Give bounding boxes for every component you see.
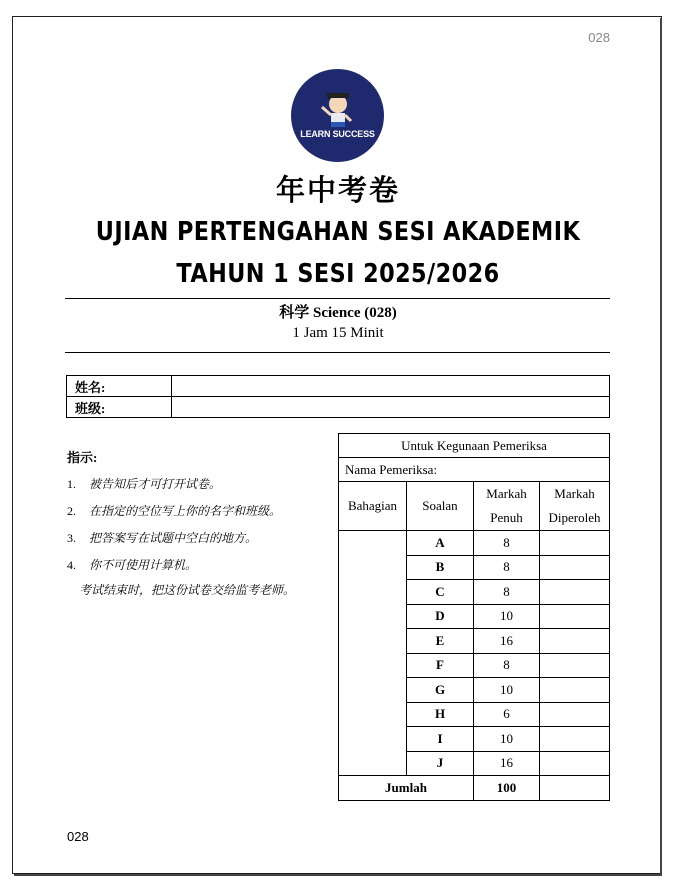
class-row: [67, 397, 610, 418]
soalan-cell: F: [407, 653, 474, 678]
paper-code-top: 028: [588, 30, 610, 45]
soalan-cell: A: [407, 531, 474, 556]
soalan-cell: J: [407, 751, 474, 776]
examiner-table-title: Untuk Kegunaan Pemeriksa: [339, 434, 610, 458]
soalan-cell: G: [407, 678, 474, 703]
header-bahagian: Bahagian: [339, 482, 407, 531]
exam-title-chinese: 年中考卷: [275, 173, 400, 207]
markah-penuh-cell: 16: [474, 751, 540, 776]
soalan-cell: B: [407, 555, 474, 580]
exam-duration: 1 Jam 15 Minit: [292, 325, 384, 341]
total-obtained-cell[interactable]: [540, 776, 610, 801]
divider-top: [65, 298, 610, 299]
instruction-text: 在指定的空位写上你的名字和班级。: [89, 504, 282, 518]
instruction-text: 被告知后才可打开试卷。: [89, 477, 222, 491]
instruction-item: [67, 475, 221, 492]
divider-bottom: [65, 352, 610, 353]
header-markah-penuh: [474, 482, 540, 531]
markah-diperoleh-cell[interactable]: [540, 751, 610, 776]
soalan-cell: H: [407, 702, 474, 727]
instruction-item: [67, 502, 281, 519]
examiner-name-cell[interactable]: Nama Pemeriksa:: [339, 458, 610, 482]
markah-penuh-cell: 10: [474, 604, 540, 629]
markah-penuh-cell: 6: [474, 702, 540, 727]
markah-diperoleh-cell[interactable]: [540, 702, 610, 727]
markah-penuh-cell: 10: [474, 678, 540, 703]
soalan-cell: D: [407, 604, 474, 629]
instruction-number: 1.: [67, 477, 76, 491]
markah-diperoleh-cell[interactable]: [540, 604, 610, 629]
header-markah-diperoleh: [540, 482, 610, 531]
header-markah-diperoleh-line2: Diperoleh: [548, 510, 601, 525]
markah-diperoleh-cell[interactable]: [540, 678, 610, 703]
total-full-marks: 100: [474, 776, 540, 801]
soalan-cell: E: [407, 629, 474, 654]
markah-diperoleh-cell[interactable]: [540, 555, 610, 580]
instruction-number: 3.: [67, 531, 76, 545]
exam-title: UJIAN PERTENGAHAN SESI AKADEMIK: [95, 217, 581, 247]
instructions-title: 指示:: [67, 450, 98, 465]
class-label: 班级:: [67, 397, 172, 418]
markah-penuh-cell: 8: [474, 653, 540, 678]
instruction-text: 把答案写在试题中空白的地方。: [89, 531, 258, 545]
class-field[interactable]: [172, 397, 610, 418]
instruction-item: [67, 529, 257, 546]
markah-penuh-cell: 10: [474, 727, 540, 752]
subject-title: 科学 Science (028): [279, 305, 397, 321]
name-field[interactable]: [172, 376, 610, 397]
markah-diperoleh-cell[interactable]: [540, 531, 610, 556]
markah-diperoleh-cell[interactable]: [540, 629, 610, 654]
markah-penuh-cell: 8: [474, 580, 540, 605]
header-markah-penuh-line2: Penuh: [490, 510, 523, 525]
paper-code-bottom: 028: [67, 829, 89, 844]
school-logo: [291, 69, 384, 162]
student-info-table: [66, 375, 610, 418]
instruction-text: 你不可使用计算机。: [89, 558, 198, 572]
markah-diperoleh-cell[interactable]: [540, 580, 610, 605]
header-markah-penuh-line1: Markah: [486, 486, 527, 501]
header-soalan: Soalan: [407, 482, 474, 531]
exam-year-session: TAHUN 1 SESI 2025/2026: [176, 259, 500, 289]
markah-diperoleh-cell[interactable]: [540, 727, 610, 752]
bahagian-cell: [339, 531, 407, 776]
examiner-table: [338, 433, 610, 801]
soalan-cell: I: [407, 727, 474, 752]
markah-diperoleh-cell[interactable]: [540, 653, 610, 678]
markah-penuh-cell: 8: [474, 531, 540, 556]
soalan-cell: C: [407, 580, 474, 605]
instruction-note: 考试结束时，把这份试卷交给监考老师。: [79, 583, 296, 597]
logo-text: LEARN SUCCESS: [300, 129, 375, 139]
name-label: 姓名:: [67, 376, 172, 397]
instruction-number: 4.: [67, 558, 76, 572]
name-row: [67, 376, 610, 397]
student-figure-icon: [291, 69, 384, 162]
header-markah-diperoleh-line1: Markah: [554, 486, 595, 501]
instruction-number: 2.: [67, 504, 76, 518]
markah-penuh-cell: 8: [474, 555, 540, 580]
instruction-item: [67, 556, 197, 573]
markah-penuh-cell: 16: [474, 629, 540, 654]
total-label: Jumlah: [339, 776, 474, 801]
